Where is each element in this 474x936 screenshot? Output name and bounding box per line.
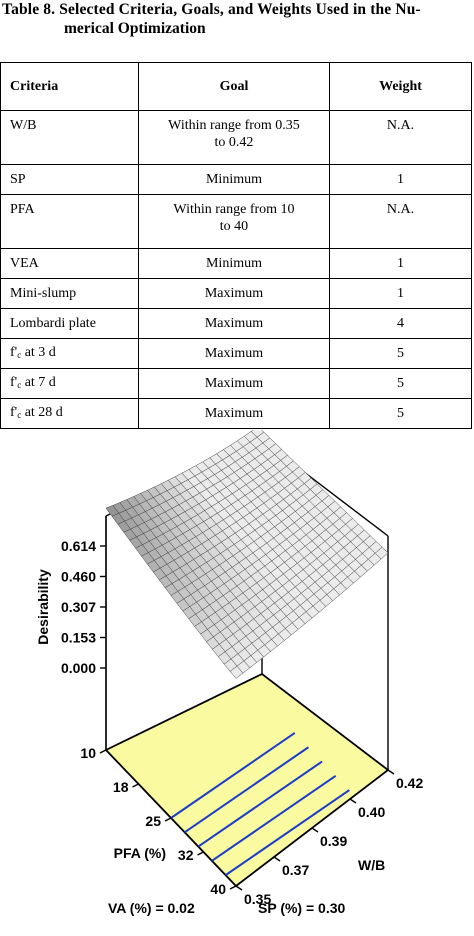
criteria-cell [1, 399, 139, 429]
footer-sp: SP (%) = 0.30 [258, 900, 346, 916]
criteria-cell: PFA [1, 195, 139, 249]
z-tick-label: 0.000 [60, 660, 96, 676]
caption-line-2: merical Optimization [64, 20, 206, 37]
header-criteria: Criteria [1, 63, 139, 111]
criteria-cell [1, 369, 139, 399]
criteria-rest: at 28 d [21, 404, 63, 420]
criteria-cell: Lombardi plate [1, 309, 139, 339]
goal-cell [139, 339, 330, 369]
desirability-surface-plot [0, 430, 474, 936]
goal-cell [139, 369, 330, 399]
x-tick-mark [312, 828, 318, 832]
goal-cell [139, 399, 330, 429]
criteria-subscript: c [17, 409, 22, 420]
criteria-rest: at 3 d [21, 344, 56, 360]
y-tick-label: 32 [177, 847, 194, 863]
z-tick-label: 0.614 [60, 538, 96, 554]
criteria-cell: W/B [1, 111, 139, 165]
x-tick-label: 0.40 [358, 804, 386, 820]
goal-cell [139, 279, 330, 309]
weight-cell: N.A. [330, 195, 472, 249]
x-tick-mark [274, 857, 280, 861]
goal-line: Within range from 10 [173, 202, 295, 217]
y-tick-mark [198, 852, 204, 855]
x-axis-label: W/B [358, 857, 386, 873]
weight-cell: N.A. [330, 111, 472, 165]
y-tick-label: 40 [210, 881, 226, 897]
y-tick-label: 25 [145, 813, 161, 829]
table-row [1, 399, 472, 429]
y-tick-label: 18 [112, 779, 129, 795]
table-row [1, 249, 472, 279]
goal-line: to 40 [219, 219, 249, 234]
criteria-cell: SP [1, 165, 139, 195]
goal-line: Minimum [205, 256, 262, 271]
table-row [1, 279, 472, 309]
y-tick-mark [133, 784, 139, 787]
criteria-cell: Mini-slump [1, 279, 139, 309]
footer-va: VA (%) = 0.02 [108, 900, 195, 916]
table-row [1, 309, 472, 339]
x-tick-mark [388, 770, 394, 774]
criteria-subscript: c [17, 379, 22, 390]
goal-line: to 0.42 [214, 135, 254, 150]
goal-line: Maximum [204, 376, 264, 391]
x-tick-mark [236, 886, 242, 890]
goal-cell [139, 249, 330, 279]
y-tick-mark [100, 750, 106, 753]
goal-cell [139, 309, 330, 339]
z-tick-label: 0.307 [60, 599, 96, 615]
weight-cell: 1 [330, 249, 472, 279]
weight-cell: 1 [330, 165, 472, 195]
criteria-cell [1, 339, 139, 369]
goal-line: Maximum [204, 316, 264, 331]
criteria-base: f' [10, 374, 18, 390]
weight-cell: 1 [330, 279, 472, 309]
criteria-table [0, 62, 472, 429]
criteria-cell: VEA [1, 249, 139, 279]
criteria-rest: at 7 d [21, 374, 56, 390]
caption-line-1: Table 8. Selected Criteria, Goals, and Weights Used in the Nu- [2, 1, 421, 18]
criteria-base: f' [10, 344, 18, 360]
goal-line: Minimum [205, 172, 262, 187]
x-tick-label: 0.42 [396, 775, 424, 791]
goal-cell [139, 165, 330, 195]
table-row [1, 339, 472, 369]
header-goal: Goal [139, 63, 330, 111]
weight-cell: 5 [330, 399, 472, 429]
table-row [1, 369, 472, 399]
x-tick-label: 0.37 [282, 862, 310, 878]
z-tick-label: 0.460 [60, 568, 96, 585]
table-caption [2, 0, 472, 38]
goal-line: Maximum [204, 346, 264, 361]
x-tick-mark [350, 799, 356, 803]
y-tick-mark [230, 886, 236, 889]
surface-mesh [106, 430, 388, 678]
z-tick-label: 0.153 [60, 629, 96, 646]
weight-cell: 5 [330, 369, 472, 399]
goal-cell [139, 111, 330, 165]
goal-cell [139, 195, 330, 249]
z-axis-label: Desirability [35, 569, 51, 645]
y-axis-label: PFA (%) [113, 845, 166, 861]
goal-line: Within range from 0.35 [168, 118, 300, 133]
weight-cell: 5 [330, 339, 472, 369]
goal-line: Maximum [204, 406, 264, 421]
weight-cell: 4 [330, 309, 472, 339]
x-tick-label: 0.39 [320, 833, 348, 849]
header-weight: Weight [330, 63, 472, 111]
table-row [1, 195, 472, 249]
y-tick-mark [165, 818, 171, 821]
x-tick-label: 0.35 [244, 891, 272, 907]
table-row [1, 111, 472, 165]
table-row [1, 165, 472, 195]
table-header-row [1, 63, 472, 111]
y-tick-label: 10 [80, 745, 96, 761]
goal-line: Maximum [204, 286, 264, 301]
criteria-subscript: c [17, 349, 22, 360]
table-body [1, 111, 472, 429]
criteria-base: f' [10, 404, 18, 420]
